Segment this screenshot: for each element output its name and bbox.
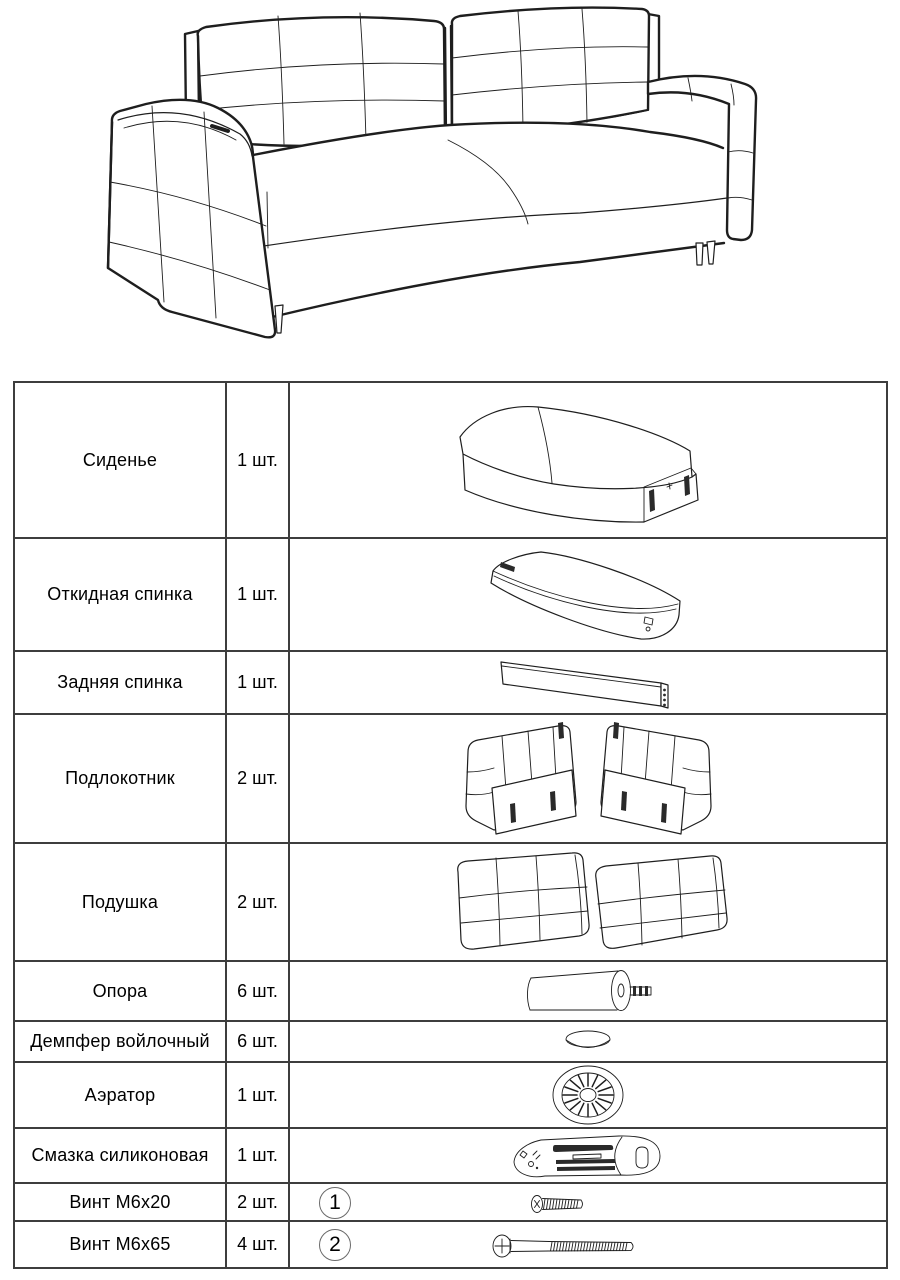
screw-m6x65-illustration-icon [491, 1233, 641, 1259]
part-qty: 4 шт. [226, 1221, 289, 1268]
part-qty: 2 шт. [226, 714, 289, 843]
folding-backrest-illustration-icon [481, 545, 696, 645]
aerator-illustration-icon [550, 1063, 626, 1127]
part-name: Сиденье [14, 382, 226, 538]
table-row [14, 1021, 887, 1062]
part-name: Опора [14, 961, 226, 1021]
table-row [14, 538, 887, 651]
part-name: Задняя спинка [14, 651, 226, 714]
part-qty: 1 шт. [226, 382, 289, 538]
marker-1-badge: 1 [319, 1187, 351, 1219]
rear-back-panel-illustration-icon [493, 656, 683, 710]
table-row [14, 1183, 887, 1221]
table-row [14, 1062, 887, 1128]
part-name: Подлокотник [14, 714, 226, 843]
sofa-line-drawing-icon [100, 0, 780, 362]
screw-m6x20-illustration-icon [529, 1194, 587, 1214]
part-name: Винт М6х20 [14, 1183, 226, 1221]
table-row [14, 1221, 887, 1268]
table-row [14, 714, 887, 843]
part-qty: 6 шт. [226, 961, 289, 1021]
cylindrical-leg-illustration-icon [521, 965, 656, 1017]
part-qty: 1 шт. [226, 538, 289, 651]
part-qty: 1 шт. [226, 651, 289, 714]
parts-table [13, 381, 888, 1269]
part-name: Винт М6х65 [14, 1221, 226, 1268]
part-qty: 6 шт. [226, 1021, 289, 1062]
part-qty: 1 шт. [226, 1062, 289, 1128]
marker-2-badge: 2 [319, 1229, 351, 1261]
part-name: Подушка [14, 843, 226, 961]
part-qty: 1 шт. [226, 1128, 289, 1183]
armrest-pair-illustration-icon [456, 720, 721, 838]
part-name: Демпфер войлочный [14, 1021, 226, 1062]
part-name: Откидная спинка [14, 538, 226, 651]
table-row [14, 382, 887, 538]
seat-illustration-icon [448, 391, 728, 529]
grease-sachet-illustration-icon [509, 1131, 667, 1181]
table-row [14, 651, 887, 714]
cushion-pair-illustration-icon [446, 850, 731, 955]
table-row [14, 961, 887, 1021]
sofa-hero [100, 0, 780, 362]
table-row [14, 1128, 887, 1183]
felt-damper-illustration-icon [562, 1029, 614, 1055]
part-name: Аэратор [14, 1062, 226, 1128]
part-qty: 2 шт. [226, 843, 289, 961]
part-qty: 2 шт. [226, 1183, 289, 1221]
table-row [14, 843, 887, 961]
part-name: Смазка силиконовая [14, 1128, 226, 1183]
